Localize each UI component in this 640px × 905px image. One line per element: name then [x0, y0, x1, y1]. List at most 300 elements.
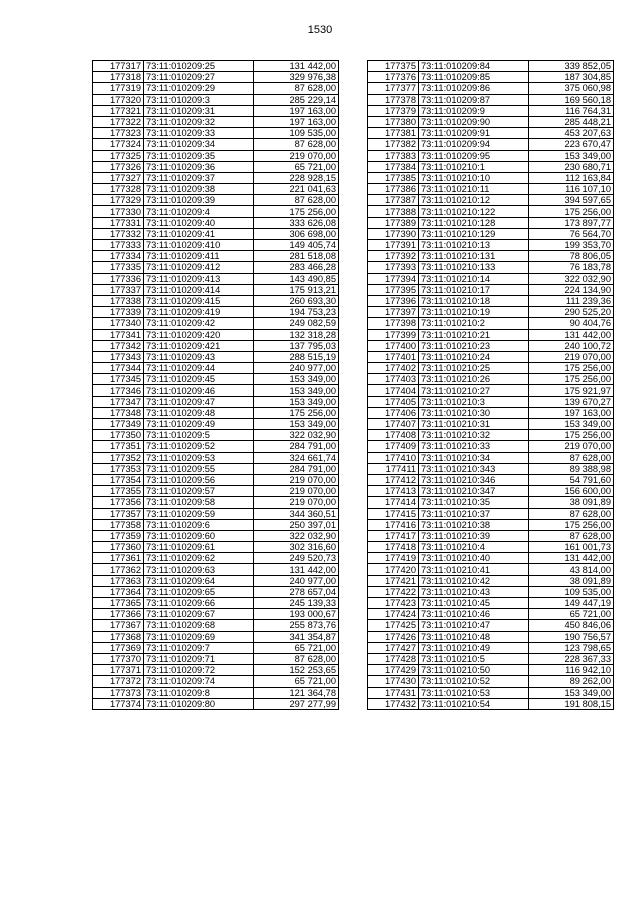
table-row [93, 72, 339, 83]
cadastral-number-cell: 73:11:010210:18 [419, 295, 529, 306]
cadastral-number-cell: 73:11:010210:3 [419, 396, 529, 407]
value-cell: 255 873,76 [254, 620, 339, 631]
value-cell: 219 070,00 [254, 497, 339, 508]
row-number-cell: 177404 [368, 385, 419, 396]
cadastral-number-cell: 73:11:010210:42 [419, 575, 529, 586]
cadastral-number-cell: 73:11:010209:6 [144, 519, 254, 530]
row-number-cell: 177351 [93, 441, 144, 452]
row-number-cell: 177414 [368, 497, 419, 508]
table-row [93, 609, 339, 620]
value-cell: 175 921,97 [529, 385, 614, 396]
cadastral-number-cell: 73:11:010209:44 [144, 363, 254, 374]
cadastral-number-cell: 73:11:010209:37 [144, 172, 254, 183]
value-cell: 285 448,21 [529, 116, 614, 127]
cadastral-number-cell: 73:11:010209:53 [144, 452, 254, 463]
cadastral-number-cell: 73:11:010209:65 [144, 586, 254, 597]
row-number-cell: 177318 [93, 72, 144, 83]
value-cell: 199 353,70 [529, 240, 614, 251]
table-row [93, 396, 339, 407]
value-cell: 250 397,01 [254, 519, 339, 530]
row-number-cell: 177363 [93, 575, 144, 586]
value-cell: 87 628,00 [529, 530, 614, 541]
value-cell: 197 163,00 [254, 116, 339, 127]
cadastral-number-cell: 73:11:010209:94 [419, 139, 529, 150]
table-row [368, 497, 614, 508]
value-cell: 87 628,00 [529, 508, 614, 519]
row-number-cell: 177333 [93, 240, 144, 251]
cadastral-number-cell: 73:11:010209:48 [144, 407, 254, 418]
row-number-cell: 177382 [368, 139, 419, 150]
value-cell: 450 846,06 [529, 620, 614, 631]
row-number-cell: 177378 [368, 94, 419, 105]
cadastral-number-cell: 73:11:010210:24 [419, 351, 529, 362]
table-row [368, 620, 614, 631]
table-row [368, 407, 614, 418]
value-cell: 329 976,38 [254, 72, 339, 83]
cadastral-number-cell: 73:11:010209:29 [144, 83, 254, 94]
table-row [93, 564, 339, 575]
cadastral-number-cell: 73:11:010209:49 [144, 419, 254, 430]
cadastral-number-cell: 73:11:010210:14 [419, 273, 529, 284]
value-cell: 175 256,00 [529, 206, 614, 217]
table-row [368, 564, 614, 575]
table-row [368, 340, 614, 351]
value-cell: 322 032,90 [254, 530, 339, 541]
value-cell: 249 082,59 [254, 318, 339, 329]
table-row [93, 452, 339, 463]
cadastral-number-cell: 73:11:010209:61 [144, 542, 254, 553]
value-cell: 339 852,05 [529, 61, 614, 72]
page-number: 1530 [307, 24, 333, 36]
value-cell: 175 913,21 [254, 284, 339, 295]
value-cell: 149 447,19 [529, 598, 614, 609]
row-number-cell: 177344 [93, 363, 144, 374]
table-row [93, 631, 339, 642]
register-table-left [92, 60, 339, 710]
row-number-cell: 177370 [93, 653, 144, 664]
value-cell: 131 442,00 [254, 61, 339, 72]
value-cell: 152 253,65 [254, 665, 339, 676]
value-cell: 131 442,00 [529, 553, 614, 564]
value-cell: 161 001,73 [529, 542, 614, 553]
value-cell: 260 693,30 [254, 295, 339, 306]
value-cell: 306 698,00 [254, 228, 339, 239]
row-number-cell: 177417 [368, 530, 419, 541]
value-cell: 221 041,63 [254, 184, 339, 195]
cadastral-number-cell: 73:11:010210:128 [419, 217, 529, 228]
value-cell: 38 091,89 [529, 497, 614, 508]
cadastral-number-cell: 73:11:010209:31 [144, 105, 254, 116]
cadastral-number-cell: 73:11:010210:346 [419, 474, 529, 485]
table-row [368, 262, 614, 273]
row-number-cell: 177354 [93, 474, 144, 485]
cadastral-number-cell: 73:11:010210:33 [419, 441, 529, 452]
cadastral-number-cell: 73:11:010209:67 [144, 609, 254, 620]
value-cell: 219 070,00 [254, 474, 339, 485]
table-row [368, 206, 614, 217]
cadastral-number-cell: 73:11:010209:47 [144, 396, 254, 407]
row-number-cell: 177368 [93, 631, 144, 642]
cadastral-number-cell: 73:11:010210:23 [419, 340, 529, 351]
cadastral-number-cell: 73:11:010210:47 [419, 620, 529, 631]
table-row [93, 150, 339, 161]
cadastral-number-cell: 73:11:010210:30 [419, 407, 529, 418]
row-number-cell: 177407 [368, 419, 419, 430]
row-number-cell: 177385 [368, 172, 419, 183]
row-number-cell: 177331 [93, 217, 144, 228]
row-number-cell: 177330 [93, 206, 144, 217]
cadastral-number-cell: 73:11:010210:2 [419, 318, 529, 329]
row-number-cell: 177372 [93, 676, 144, 687]
cadastral-number-cell: 73:11:010209:40 [144, 217, 254, 228]
row-number-cell: 177389 [368, 217, 419, 228]
value-cell: 116 764,31 [529, 105, 614, 116]
cadastral-number-cell: 73:11:010209:4 [144, 206, 254, 217]
row-number-cell: 177388 [368, 206, 419, 217]
cadastral-number-cell: 73:11:010209:63 [144, 564, 254, 575]
table-row [93, 407, 339, 418]
row-number-cell: 177431 [368, 687, 419, 698]
cadastral-number-cell: 73:11:010209:59 [144, 508, 254, 519]
value-cell: 283 466,28 [254, 262, 339, 273]
cadastral-number-cell: 73:11:010209:71 [144, 653, 254, 664]
row-number-cell: 177397 [368, 307, 419, 318]
table-row [93, 61, 339, 72]
cadastral-number-cell: 73:11:010209:33 [144, 128, 254, 139]
cadastral-number-cell: 73:11:010209:25 [144, 61, 254, 72]
row-number-cell: 177430 [368, 676, 419, 687]
cadastral-number-cell: 73:11:010210:129 [419, 228, 529, 239]
cadastral-number-cell: 73:11:010210:21 [419, 329, 529, 340]
cadastral-number-cell: 73:11:010209:86 [419, 83, 529, 94]
value-cell: 65 721,00 [254, 161, 339, 172]
table-row [368, 474, 614, 485]
cadastral-number-cell: 73:11:010209:420 [144, 329, 254, 340]
cadastral-number-cell: 73:11:010209:415 [144, 295, 254, 306]
table-row [368, 519, 614, 530]
row-number-cell: 177362 [93, 564, 144, 575]
row-number-cell: 177406 [368, 407, 419, 418]
cadastral-number-cell: 73:11:010210:37 [419, 508, 529, 519]
cadastral-number-cell: 73:11:010209:52 [144, 441, 254, 452]
table-row [368, 609, 614, 620]
value-cell: 322 032,90 [254, 430, 339, 441]
cadastral-number-cell: 73:11:010209:60 [144, 530, 254, 541]
value-cell: 109 535,00 [529, 586, 614, 597]
table-row [93, 575, 339, 586]
table-row [368, 105, 614, 116]
cadastral-number-cell: 73:11:010209:410 [144, 240, 254, 251]
table-row [368, 295, 614, 306]
row-number-cell: 177352 [93, 452, 144, 463]
row-number-cell: 177339 [93, 307, 144, 318]
value-cell: 190 756,57 [529, 631, 614, 642]
value-cell: 65 721,00 [254, 642, 339, 653]
table-row [93, 284, 339, 295]
value-cell: 281 518,08 [254, 251, 339, 262]
value-cell: 228 367,33 [529, 653, 614, 664]
row-number-cell: 177357 [93, 508, 144, 519]
cadastral-number-cell: 73:11:010210:12 [419, 195, 529, 206]
cadastral-number-cell: 73:11:010209:90 [419, 116, 529, 127]
row-number-cell: 177332 [93, 228, 144, 239]
cadastral-number-cell: 73:11:010210:17 [419, 284, 529, 295]
table-row [93, 497, 339, 508]
table-row [368, 676, 614, 687]
cadastral-number-cell: 73:11:010209:64 [144, 575, 254, 586]
row-number-cell: 177338 [93, 295, 144, 306]
value-cell: 131 442,00 [254, 564, 339, 575]
row-number-cell: 177395 [368, 284, 419, 295]
row-number-cell: 177361 [93, 553, 144, 564]
row-number-cell: 177383 [368, 150, 419, 161]
row-number-cell: 177379 [368, 105, 419, 116]
row-number-cell: 177347 [93, 396, 144, 407]
cadastral-number-cell: 73:11:010209:35 [144, 150, 254, 161]
table-body [93, 61, 339, 710]
cadastral-number-cell: 73:11:010210:10 [419, 172, 529, 183]
value-cell: 193 000,67 [254, 609, 339, 620]
value-cell: 394 597,65 [529, 195, 614, 206]
cadastral-number-cell: 73:11:010209:27 [144, 72, 254, 83]
table-row [93, 698, 339, 709]
row-number-cell: 177326 [93, 161, 144, 172]
value-cell: 87 628,00 [254, 139, 339, 150]
table-row [368, 284, 614, 295]
table-row [93, 598, 339, 609]
table-row [368, 307, 614, 318]
table-row [368, 161, 614, 172]
row-number-cell: 177322 [93, 116, 144, 127]
cadastral-number-cell: 73:11:010209:55 [144, 463, 254, 474]
table-row [368, 128, 614, 139]
row-number-cell: 177328 [93, 184, 144, 195]
row-number-cell: 177415 [368, 508, 419, 519]
value-cell: 324 661,74 [254, 452, 339, 463]
table-row [368, 430, 614, 441]
value-cell: 249 520,73 [254, 553, 339, 564]
table-row [368, 542, 614, 553]
cadastral-number-cell: 73:11:010209:69 [144, 631, 254, 642]
table-row [368, 172, 614, 183]
table-row [368, 385, 614, 396]
table-row [368, 150, 614, 161]
row-number-cell: 177353 [93, 463, 144, 474]
row-number-cell: 177393 [368, 262, 419, 273]
table-row [93, 665, 339, 676]
value-cell: 87 628,00 [254, 653, 339, 664]
table-row [368, 273, 614, 284]
value-cell: 143 490,85 [254, 273, 339, 284]
row-number-cell: 177409 [368, 441, 419, 452]
cadastral-number-cell: 73:11:010210:13 [419, 240, 529, 251]
cadastral-number-cell: 73:11:010210:5 [419, 653, 529, 664]
row-number-cell: 177412 [368, 474, 419, 485]
table-row [93, 340, 339, 351]
value-cell: 197 163,00 [254, 105, 339, 116]
value-cell: 123 798,65 [529, 642, 614, 653]
table-row [93, 486, 339, 497]
table-row [368, 653, 614, 664]
table-row [93, 419, 339, 430]
value-cell: 453 207,63 [529, 128, 614, 139]
value-cell: 288 515,19 [254, 351, 339, 362]
row-number-cell: 177401 [368, 351, 419, 362]
row-number-cell: 177387 [368, 195, 419, 206]
value-cell: 153 349,00 [529, 419, 614, 430]
table-row [368, 598, 614, 609]
row-number-cell: 177426 [368, 631, 419, 642]
value-cell: 302 316,60 [254, 542, 339, 553]
cadastral-number-cell: 73:11:010209:45 [144, 374, 254, 385]
row-number-cell: 177386 [368, 184, 419, 195]
row-number-cell: 177320 [93, 94, 144, 105]
value-cell: 54 791,60 [529, 474, 614, 485]
table-row [93, 687, 339, 698]
cadastral-number-cell: 73:11:010209:413 [144, 273, 254, 284]
value-cell: 87 628,00 [254, 83, 339, 94]
table-row [93, 553, 339, 564]
table-row [93, 195, 339, 206]
cadastral-number-cell: 73:11:010209:56 [144, 474, 254, 485]
cadastral-number-cell: 73:11:010210:54 [419, 698, 529, 709]
row-number-cell: 177341 [93, 329, 144, 340]
cadastral-number-cell: 73:11:010209:421 [144, 340, 254, 351]
cadastral-number-cell: 73:11:010210:52 [419, 676, 529, 687]
table-row [93, 351, 339, 362]
row-number-cell: 177428 [368, 653, 419, 664]
table-row [368, 251, 614, 262]
row-number-cell: 177364 [93, 586, 144, 597]
row-number-cell: 177373 [93, 687, 144, 698]
table-row [93, 240, 339, 251]
table-row [368, 698, 614, 709]
row-number-cell: 177392 [368, 251, 419, 262]
row-number-cell: 177346 [93, 385, 144, 396]
table-row [368, 363, 614, 374]
cadastral-number-cell: 73:11:010210:11 [419, 184, 529, 195]
value-cell: 175 256,00 [529, 363, 614, 374]
table-row [368, 665, 614, 676]
row-number-cell: 177405 [368, 396, 419, 407]
value-cell: 65 721,00 [529, 609, 614, 620]
value-cell: 344 360,51 [254, 508, 339, 519]
row-number-cell: 177369 [93, 642, 144, 653]
value-cell: 223 670,47 [529, 139, 614, 150]
table-row [368, 318, 614, 329]
value-cell: 228 928,15 [254, 172, 339, 183]
table-row [93, 172, 339, 183]
row-number-cell: 177337 [93, 284, 144, 295]
value-cell: 175 256,00 [529, 374, 614, 385]
row-number-cell: 177416 [368, 519, 419, 530]
value-cell: 240 100,72 [529, 340, 614, 351]
cadastral-number-cell: 73:11:010210:46 [419, 609, 529, 620]
table-row [93, 430, 339, 441]
value-cell: 224 134,90 [529, 284, 614, 295]
value-cell: 219 070,00 [254, 486, 339, 497]
cadastral-number-cell: 73:11:010210:1 [419, 161, 529, 172]
row-number-cell: 177390 [368, 228, 419, 239]
value-cell: 153 349,00 [254, 374, 339, 385]
table-row [368, 463, 614, 474]
row-number-cell: 177429 [368, 665, 419, 676]
cadastral-number-cell: 73:11:010210:19 [419, 307, 529, 318]
cadastral-number-cell: 73:11:010209:39 [144, 195, 254, 206]
value-cell: 230 680,71 [529, 161, 614, 172]
value-cell: 112 163,84 [529, 172, 614, 183]
table-row [93, 217, 339, 228]
value-cell: 290 525,20 [529, 307, 614, 318]
row-number-cell: 177349 [93, 419, 144, 430]
value-cell: 153 349,00 [529, 687, 614, 698]
row-number-cell: 177371 [93, 665, 144, 676]
cadastral-number-cell: 73:11:010210:38 [419, 519, 529, 530]
value-cell: 76 183,78 [529, 262, 614, 273]
cadastral-number-cell: 73:11:010210:343 [419, 463, 529, 474]
row-number-cell: 177319 [93, 83, 144, 94]
value-cell: 284 791,00 [254, 441, 339, 452]
row-number-cell: 177380 [368, 116, 419, 127]
table-row [93, 184, 339, 195]
cadastral-number-cell: 73:11:010209:66 [144, 598, 254, 609]
cadastral-number-cell: 73:11:010209:411 [144, 251, 254, 262]
cadastral-number-cell: 73:11:010209:43 [144, 351, 254, 362]
cadastral-number-cell: 73:11:010209:68 [144, 620, 254, 631]
value-cell: 322 032,90 [529, 273, 614, 284]
row-number-cell: 177325 [93, 150, 144, 161]
table-row [368, 586, 614, 597]
table-row [368, 116, 614, 127]
table-row [93, 441, 339, 452]
cadastral-number-cell: 73:11:010209:46 [144, 385, 254, 396]
value-cell: 121 364,78 [254, 687, 339, 698]
table-row [93, 329, 339, 340]
value-cell: 131 442,00 [529, 329, 614, 340]
table-row [368, 184, 614, 195]
value-cell: 219 070,00 [529, 441, 614, 452]
table-row [368, 240, 614, 251]
row-number-cell: 177394 [368, 273, 419, 284]
row-number-cell: 177398 [368, 318, 419, 329]
table-row [93, 206, 339, 217]
row-number-cell: 177413 [368, 486, 419, 497]
value-cell: 65 721,00 [254, 676, 339, 687]
row-number-cell: 177366 [93, 609, 144, 620]
cadastral-number-cell: 73:11:010209:91 [419, 128, 529, 139]
value-cell: 284 791,00 [254, 463, 339, 474]
row-number-cell: 177355 [93, 486, 144, 497]
table-row [368, 83, 614, 94]
row-number-cell: 177327 [93, 172, 144, 183]
row-number-cell: 177329 [93, 195, 144, 206]
value-cell: 341 354,87 [254, 631, 339, 642]
value-cell: 137 795,03 [254, 340, 339, 351]
value-cell: 285 229,14 [254, 94, 339, 105]
cadastral-number-cell: 73:11:010210:40 [419, 553, 529, 564]
cadastral-number-cell: 73:11:010209:38 [144, 184, 254, 195]
cadastral-number-cell: 73:11:010209:32 [144, 116, 254, 127]
row-number-cell: 177348 [93, 407, 144, 418]
value-cell: 87 628,00 [529, 452, 614, 463]
value-cell: 43 814,00 [529, 564, 614, 575]
row-number-cell: 177340 [93, 318, 144, 329]
table-row [93, 161, 339, 172]
cadastral-number-cell: 73:11:010210:53 [419, 687, 529, 698]
cadastral-number-cell: 73:11:010209:74 [144, 676, 254, 687]
cadastral-number-cell: 73:11:010209:34 [144, 139, 254, 150]
table-row [93, 83, 339, 94]
